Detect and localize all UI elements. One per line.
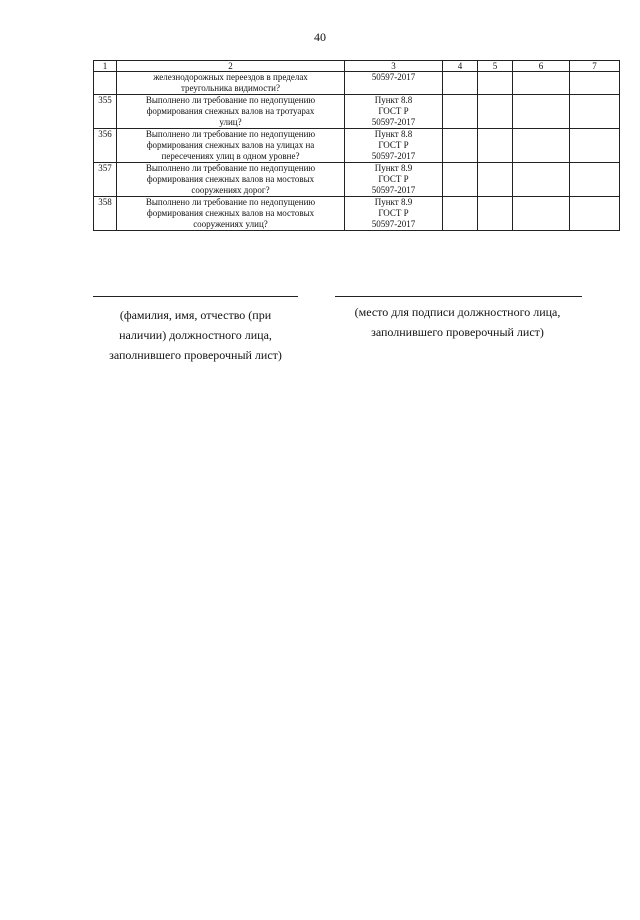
empty-cell-4 [443,72,478,95]
row-number: 355 [94,95,117,129]
requirement-text [117,163,345,197]
empty-cell-5 [478,129,513,163]
name-caption-line: заполнившего проверочный лист) [109,348,282,362]
standard-reference [345,197,443,231]
empty-cell-7 [570,197,620,231]
empty-cell-5 [478,72,513,95]
reference-line: Пункт 8.8 [374,95,413,105]
signature-caption-line: заполнившего проверочный лист) [371,325,544,339]
reference-line: 50597-2017 [371,185,416,195]
reference-line: 50597-2017 [371,117,416,127]
signature-caption-line: (место для подписи должностного лица, [354,305,561,319]
reference-line: 50597-2017 [371,72,416,82]
empty-cell-4 [443,95,478,129]
column-header-7: 7 [570,61,620,72]
requirement-line: улиц? [219,117,242,127]
table-row [94,72,620,95]
name-signature-line [93,296,298,297]
table-header-row [94,61,620,72]
reference-line: ГОСТ Р [378,174,409,184]
table-row [94,163,620,197]
requirement-line: формирования снежных валов на мостовых [146,174,315,184]
reference-line: ГОСТ Р [378,140,409,150]
requirement-line: формирования снежных валов на тротуарах [146,106,315,116]
requirement-line: Выполнено ли требование по недопущению [145,129,316,139]
empty-cell-7 [570,95,620,129]
table-row [94,129,620,163]
empty-cell-6 [513,163,570,197]
requirement-line: пересечениях улиц в одном уровне? [161,151,300,161]
standard-reference [345,95,443,129]
standard-reference [345,72,443,95]
requirement-text [117,95,345,129]
reference-line: 50597-2017 [371,219,416,229]
requirement-text [117,72,345,95]
table-row [94,197,620,231]
table-row [94,95,620,129]
requirement-line: Выполнено ли требование по недопущению [145,163,316,173]
requirement-line: сооружениях улиц? [193,219,268,229]
standard-reference [345,129,443,163]
name-caption-line: наличии) должностного лица, [119,328,272,342]
row-number: 358 [94,197,117,231]
empty-cell-4 [443,163,478,197]
page-number: 40 [314,30,326,44]
requirement-line: формирования снежных валов на улицах на [146,140,315,150]
requirement-text [117,129,345,163]
reference-line: ГОСТ Р [378,106,409,116]
signature-caption [325,302,590,342]
name-caption-line: (фамилия, имя, отчество (при [119,308,272,322]
empty-cell-7 [570,72,620,95]
empty-cell-5 [478,95,513,129]
column-header-3: 3 [345,61,443,72]
reference-line: ГОСТ Р [378,208,409,218]
requirement-line: Выполнено ли требование по недопущению [145,197,316,207]
column-header-1: 1 [94,61,117,72]
row-number: 357 [94,163,117,197]
row-number: 356 [94,129,117,163]
empty-cell-6 [513,197,570,231]
checklist-table [93,60,620,231]
column-header-5: 5 [478,61,513,72]
requirement-line: Выполнено ли требование по недопущению [145,95,316,105]
standard-reference [345,163,443,197]
reference-line: Пункт 8.9 [374,197,413,207]
name-caption [93,305,298,365]
reference-line: Пункт 8.8 [374,129,413,139]
requirement-line: сооружениях дорог? [191,185,270,195]
empty-cell-4 [443,197,478,231]
empty-cell-5 [478,163,513,197]
column-header-2: 2 [117,61,345,72]
row-number [94,72,117,95]
column-header-4: 4 [443,61,478,72]
requirement-line: железнодорожных переездов в пределах [153,72,308,82]
reference-line: 50597-2017 [371,151,416,161]
empty-cell-5 [478,197,513,231]
signature-line [335,296,582,297]
empty-cell-6 [513,95,570,129]
empty-cell-4 [443,129,478,163]
empty-cell-7 [570,129,620,163]
requirement-line: формирования снежных валов на мостовых [146,208,315,218]
empty-cell-6 [513,129,570,163]
column-header-6: 6 [513,61,570,72]
reference-line: Пункт 8.9 [374,163,413,173]
empty-cell-6 [513,72,570,95]
requirement-text [117,197,345,231]
requirement-line: треугольника видимости? [181,83,280,93]
empty-cell-7 [570,163,620,197]
